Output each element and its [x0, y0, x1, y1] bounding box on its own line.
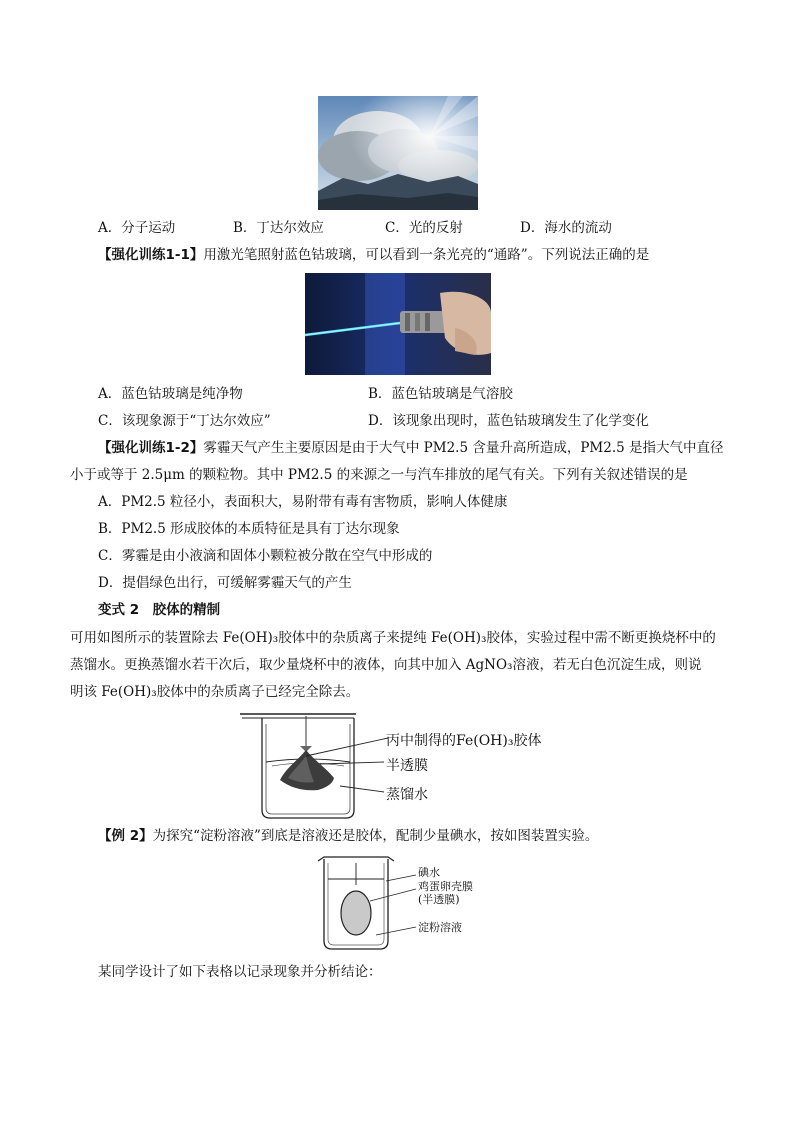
train12-option-b: B．PM2.5 形成胶体的本质特征是具有丁达尔现象	[98, 521, 400, 537]
q1-option-a: A．分子运动	[98, 220, 176, 236]
q1-option-c: C．光的反射	[385, 220, 463, 236]
starch-label-membrane: (半透膜)	[418, 893, 460, 906]
train11-stem	[98, 245, 649, 265]
train11-option-a: A．蓝色钴玻璃是纯净物	[98, 386, 243, 402]
train12-tag: 【强化训练1-2】	[98, 440, 204, 456]
variant2-paragraph-line1: 可用如图所示的装置除去 Fe(OH)₃胶体中的杂质离子来提纯 Fe(OH)₃胶体，实验过程中需不断更换烧杯中的	[70, 630, 716, 646]
variant2-title: 变式 2 胶体的精制	[98, 602, 221, 618]
train12-stem-line1	[98, 438, 724, 458]
starch-label-iodine: 碘水	[418, 866, 440, 879]
train12-option-d: D．提倡绿色出行，可缓解雾霾天气的产生	[98, 575, 352, 591]
train11-tag: 【强化训练1-1】	[98, 247, 204, 263]
q1-option-b: B．丁达尔效应	[233, 220, 324, 236]
example2-after: 某同学设计了如下表格以记录现象并分析结论：	[98, 964, 382, 980]
laser-glass-photo	[305, 273, 491, 375]
train12-option-a: A．PM2.5 粒径小，表面积大，易附带有毒有害物质，影响人体健康	[98, 494, 508, 510]
train11-option-d: D．该现象出现时，蓝色钴玻璃发生了化学变化	[368, 413, 649, 429]
train11-text: 用激光笔照射蓝色钴玻璃，可以看到一条光亮的“通路”。下列说法正确的是	[203, 247, 650, 263]
variant2-paragraph-line3: 明该 Fe(OH)₃胶体中的杂质离子已经完全除去。	[70, 684, 360, 700]
example2-text: 为探究“淀粉溶液”到底是溶液还是胶体，配制少量碘水，按如图装置实验。	[152, 828, 599, 844]
dialysis-leader-lines	[300, 730, 390, 800]
variant2-paragraph-line2: 蒸馏水。更换蒸馏水若干次后，取少量烧杯中的液体，向其中加入 AgNO₃溶液，若无白色沉淀生成，则说	[70, 657, 702, 673]
dialysis-label-water: 蒸馏水	[386, 787, 428, 803]
dialysis-label-colloid: 丙中制得的Fe(OH)₃胶体	[386, 733, 542, 749]
train12-option-c: C．雾霾是由小液滴和固体小颗粒被分散在空气中形成的	[98, 548, 433, 564]
train11-option-b: B．蓝色钴玻璃是气溶胶	[368, 386, 513, 402]
train12-text-1: 雾霾天气产生主要原因是由于大气中 PM2.5 含量升高所造成，PM2.5 是指大气中直径	[203, 440, 724, 456]
example2-tag: 【例 2】	[98, 828, 153, 844]
train11-option-c: C．该现象源于“丁达尔效应”	[98, 413, 271, 429]
q1-option-d: D．海水的流动	[520, 220, 612, 236]
dialysis-label-membrane: 半透膜	[386, 758, 428, 774]
sky-clouds-photo	[318, 96, 478, 210]
example2-stem	[98, 826, 598, 846]
starch-label-solution: 淀粉溶液	[418, 921, 462, 934]
starch-label-eggshell: 鸡蛋卵壳膜	[418, 880, 473, 893]
train12-stem-line2: 小于或等于 2.5μm 的颗粒物。其中 PM2.5 的来源之一与汽车排放的尾气有关。下列有关叙述错误的是	[70, 467, 688, 483]
